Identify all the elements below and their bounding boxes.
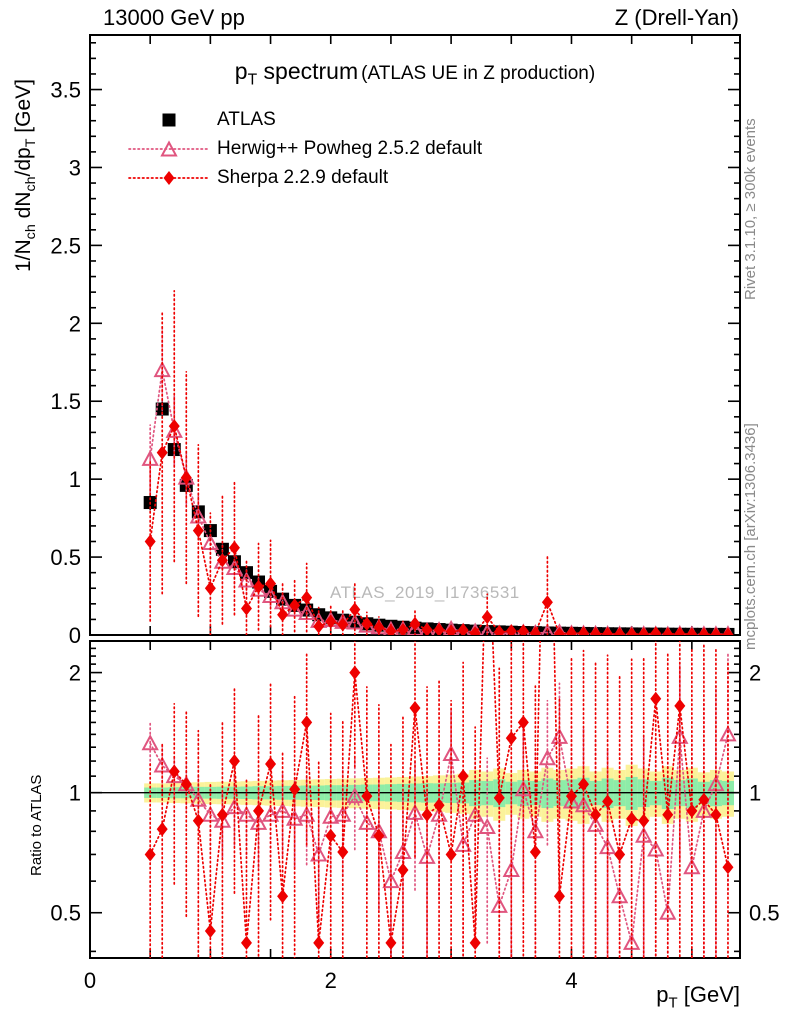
series-herwig-main: [143, 326, 735, 641]
rivet-version-note: Rivet 3.1.10, ≥ 300k events: [742, 118, 759, 300]
x-axis-label: $p_T$ [GeV]: [656, 982, 740, 1012]
svg-text:2: 2: [68, 660, 81, 686]
legend-item-sherpa: [127, 163, 482, 192]
mcplots-arxiv-note: mcplots.cern.ch [arXiv:1306.3436]: [742, 423, 759, 650]
ratio-panel-series: [143, 300, 735, 1024]
plot-title: [90, 58, 740, 90]
svg-text:0: 0: [83, 968, 97, 993]
svg-text:2: 2: [324, 968, 337, 993]
svg-text:4: 4: [565, 968, 578, 993]
plot-title-main: $p_T$ spectrum: [234, 58, 359, 89]
series-sherpa-ratio: [145, 300, 734, 1024]
herwig-marker-icon: [127, 137, 212, 161]
beam-energy-label: 13000 GeV pp: [103, 5, 245, 30]
plot-title-paren: (ATLAS UE in Z production): [361, 63, 596, 84]
watermark: ATLAS_2019_I1736531: [330, 583, 520, 602]
svg-text:0.5: 0.5: [749, 900, 780, 926]
atlas-marker-icon: [127, 108, 212, 132]
legend-label-atlas: ATLAS: [217, 108, 276, 130]
svg-text:1.5: 1.5: [50, 389, 81, 415]
svg-text:2: 2: [68, 311, 81, 337]
legend-label-herwig: Herwig++ Powheg 2.5.2 default: [217, 137, 483, 159]
y-axis-label-ratio: Ratio to ATLAS: [28, 774, 45, 876]
legend-item-atlas: [127, 105, 482, 134]
svg-text:3: 3: [68, 155, 81, 181]
y-axis-label-main: $1/N_{ch}$ $dN_{ch}/dp_T$ [GeV]: [12, 79, 40, 272]
svg-text:2: 2: [749, 660, 762, 686]
svg-text:1: 1: [68, 467, 81, 493]
svg-text:1: 1: [68, 780, 81, 806]
legend-item-herwig: [127, 134, 482, 163]
main-panel-series: [143, 291, 735, 642]
series-atlas: [144, 400, 735, 641]
svg-text:0.5: 0.5: [50, 900, 81, 926]
process-label: Z (Drell-Yan): [614, 5, 739, 30]
svg-text:3.5: 3.5: [50, 77, 81, 103]
svg-text:0: 0: [68, 623, 81, 648]
sherpa-marker-icon: [127, 166, 212, 190]
legend-label-sherpa: Sherpa 2.2.9 default: [217, 166, 389, 188]
svg-text:1: 1: [749, 780, 762, 806]
svg-text:0.5: 0.5: [50, 545, 81, 571]
svg-text:2.5: 2.5: [50, 233, 81, 259]
series-sherpa-main: [145, 291, 734, 642]
legend: [127, 105, 482, 192]
